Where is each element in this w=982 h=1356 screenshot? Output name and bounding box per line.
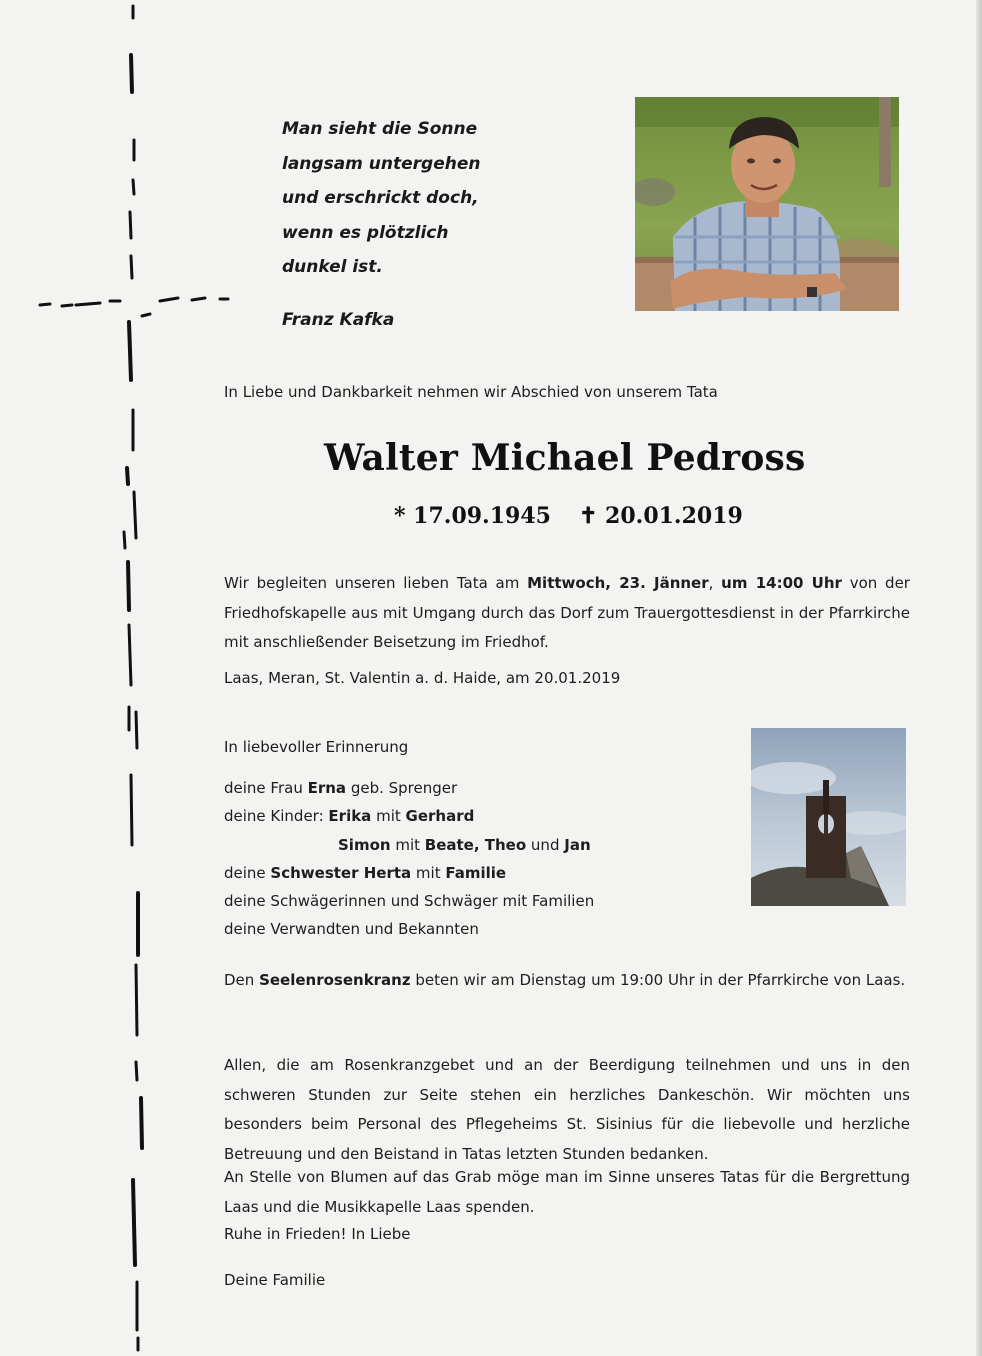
memorial-quote — [282, 112, 582, 285]
memory-heading: In liebevoller Erinnerung — [224, 738, 409, 756]
paper-edge — [976, 0, 982, 1356]
survivor-text: geb. Sprenger — [346, 779, 458, 797]
survivor-name: Schwester Herta — [270, 863, 412, 882]
quote-line: Man sieht die Sonne — [282, 119, 478, 139]
donation-paragraph: An Stelle von Blumen auf das Grab möge man im Sinne unseres Tatas für die Bergrettung Laas und die Musikkapelle Laas spenden. — [224, 1168, 910, 1216]
survivor-name: Erika — [328, 807, 372, 826]
funeral-text: Wir begleiten unseren lieben Tata am — [224, 574, 528, 592]
mountain-cross-photo — [751, 728, 906, 906]
place-date: Laas, Meran, St. Valentin a. d. Haide, am 20.01.2019 — [224, 669, 621, 687]
birth-date: * 17.09.1945 — [394, 503, 551, 529]
rosary-text: beten wir am Dienstag um 19:00 Uhr in der Pfarrkirche von Laas. — [410, 971, 906, 989]
survivor-text: mit — [411, 863, 446, 882]
funeral-day: Mittwoch, 23. Jänner — [527, 574, 709, 592]
survivor-text: mit — [371, 807, 406, 826]
survivor-text: deine Kinder: — [224, 807, 329, 826]
survivor-text: und — [526, 835, 565, 854]
survivor-name: Jan — [564, 835, 591, 854]
survivor-wife — [224, 774, 594, 802]
survivor-children-continued — [224, 831, 594, 859]
death-date: ✝ 20.01.2019 — [578, 503, 743, 529]
signature: Deine Familie — [224, 1271, 326, 1289]
rest-in-peace: Ruhe in Frieden! In Liebe — [224, 1225, 411, 1243]
survivor-name: Simon — [338, 835, 391, 854]
survivor-name: Beate, Theo — [424, 835, 527, 854]
survivors-list — [224, 774, 594, 944]
survivor-text: deine Frau — [224, 779, 308, 797]
quote-line: langsam untergehen — [282, 153, 481, 174]
survivor-name: Gerhard — [405, 807, 475, 826]
survivor-name: Familie — [445, 863, 507, 882]
thanks-paragraph: Allen, die am Rosenkranzgebet und an der Beerdigung teilnehmen und uns in den schweren Stunden zur Seite stehen ein herzliches Dankeschön. Wir möchten uns besonders beim Personal des Pflegeheims St. Sisinius für die liebevolle und herzliche Betreuung und den Beistand in Tatas letzten Stunden bedanken. — [224, 1056, 910, 1163]
funeral-text: , — [708, 574, 722, 592]
funeral-time: um 14:00 Uhr — [721, 574, 842, 592]
quote-line: dunkel ist. — [282, 257, 383, 277]
survivor-relatives: deine Verwandten und Bekannten — [224, 920, 479, 939]
survivor-sister — [224, 859, 594, 887]
dashed-cross-icon — [0, 0, 240, 1356]
quote-line: und erschrickt doch, — [282, 188, 479, 208]
quote-line: wenn es plötzlich — [282, 222, 449, 243]
funeral-paragraph — [224, 569, 910, 658]
portrait-photo — [635, 97, 899, 311]
survivor-children — [224, 802, 594, 830]
farewell-intro: In Liebe und Dankbarkeit nehmen wir Abschied von unserem Tata — [224, 383, 718, 401]
rosary-bold: Seelenrosenkranz — [259, 971, 411, 989]
survivor-text: mit — [390, 835, 425, 854]
life-dates — [394, 503, 743, 529]
deceased-name: Walter Michael Pedross — [324, 437, 806, 479]
survivor-name: Erna — [307, 779, 347, 797]
rosary-text: Den — [224, 971, 260, 989]
quote-author: Franz Kafka — [282, 310, 395, 330]
survivor-inlaws: deine Schwägerinnen und Schwäger mit Familien — [224, 892, 595, 911]
rosary-paragraph — [224, 966, 910, 996]
funeral-text: von der Friedhofskapelle aus mit Umgang durch das Dorf zum Trauergottesdienst in der Pfarrkirche mit anschließender Beisetzung im Friedhof. — [224, 574, 910, 651]
survivor-text: deine — [224, 863, 271, 882]
